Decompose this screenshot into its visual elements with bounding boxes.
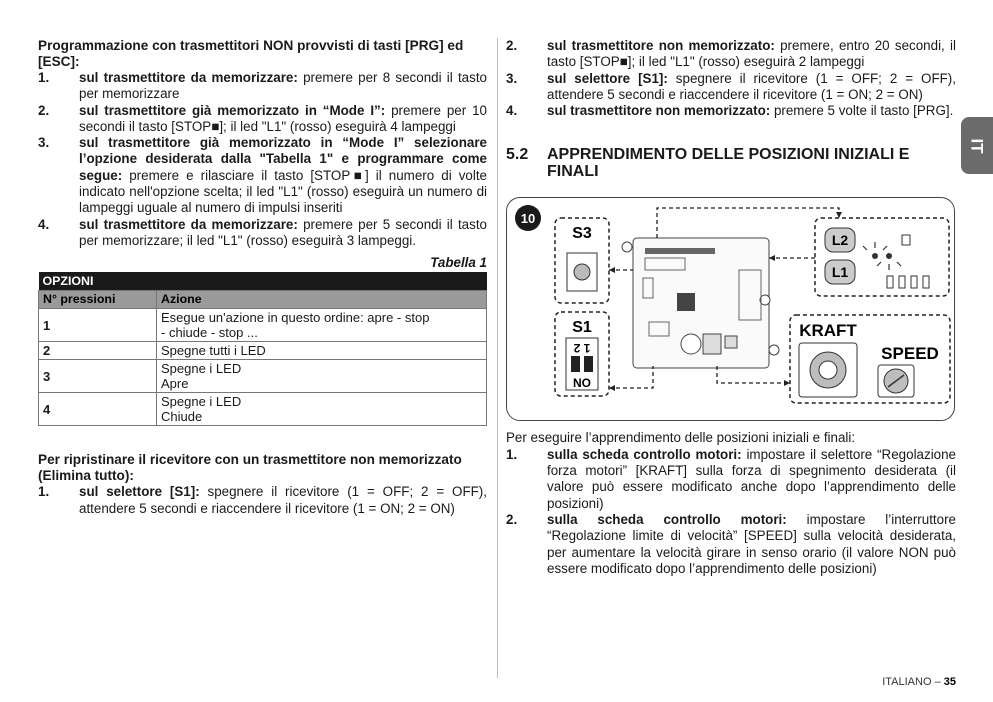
label-l2: L2 <box>831 232 849 249</box>
list-item <box>506 38 956 71</box>
step-text: sul trasmettitore già memorizzato in “Mode I”: premere per 10 secondi il tasto [STOP■]; il led "L1" (rosso) eseguirà 4 lampeggi <box>79 102 487 134</box>
step-number: 1. <box>506 446 518 462</box>
list-item <box>506 512 956 577</box>
step-number: 4. <box>38 216 50 232</box>
label-speed: SPEED <box>881 344 939 364</box>
table-caption: Tabella 1 <box>430 255 487 271</box>
section-title: APPRENDIMENTO DELLE POSIZIONI INIZIALI E FINALI <box>547 146 910 181</box>
list-item <box>506 447 956 512</box>
table-row <box>39 342 487 360</box>
list-item <box>38 135 487 216</box>
list-item <box>506 71 956 104</box>
language-tab: IT <box>961 117 993 174</box>
step-number: 2. <box>506 511 518 527</box>
footer-lang: ITALIANO – <box>882 676 944 688</box>
label-s3: S3 <box>572 225 592 243</box>
label-s1: S1 <box>572 319 592 337</box>
steps-programming <box>38 70 487 249</box>
column-divider <box>497 38 498 678</box>
label-s1-nums: 1 2 <box>573 341 591 356</box>
steps-learning <box>506 447 956 577</box>
step-number: 3. <box>506 70 518 86</box>
table-row <box>39 360 487 393</box>
cell-presses: 4 <box>39 393 157 426</box>
list-item <box>38 70 487 103</box>
label-s1-no: NO <box>573 376 591 391</box>
step-text: sulla scheda controllo motori: impostare il selettore “Regolazione forza motori” [KRAFT] sulla forza di spegnimento desiderata (il valore può essere modificato anche dopo l’apprendimento delle posizioni) <box>547 446 957 511</box>
step-number: 4. <box>506 103 518 119</box>
left-column <box>38 38 487 517</box>
step-text: sul selettore [S1]: spegnere il ricevitore (1 = OFF; 2 = OFF), attendere 5 secondi e riaccendere il ricevitore (1 = ON; 2 = ON) <box>79 484 487 516</box>
step-text: sul trasmettitore già memorizzato in “Mode I” selezionare l’opzione desiderata dalla "Tabella 1" e programmare come segue: premere e rilasciare il tasto [STOP■] il numero di volte indicato nell'opzione scelta; il led "L1" (rosso) eseguirà un numero di lampeggi uguale al numero di impulsi inseriti <box>79 135 487 216</box>
list-item <box>38 217 487 250</box>
page-footer <box>882 676 956 688</box>
col-header-presses: N° pressioni <box>39 291 157 309</box>
step-text: sul trasmettitore non memorizzato: premere 5 volte il tasto [PRG]. <box>547 103 954 119</box>
page-number: 35 <box>943 676 956 688</box>
steps-continued <box>506 38 956 119</box>
step-text: sul trasmettitore non memorizzato: premere, entro 20 secondi, il tasto [STOP■]; il led "L1" (rosso) eseguirà 2 lampeggi <box>547 38 956 70</box>
step-number: 2. <box>38 102 50 118</box>
section-heading <box>506 146 956 180</box>
step-text: sul trasmettitore da memorizzare: premere per 8 secondi il tasto per memorizzare <box>79 70 487 102</box>
step-number: 1. <box>38 70 50 85</box>
col-header-action: Azione <box>157 291 487 309</box>
figure-10 <box>506 197 955 421</box>
step-text: sulla scheda controllo motori: impostare l’interruttore “Regolazione limite di velocità” [SPEED] sulla velocità desiderata, per aumentare la velocità girare in senso orario (il valore NON può essere modificato dopo l’apprendimento delle posizioni) <box>547 511 957 576</box>
heading-programming: Programmazione con trasmettitori NON provvisti di tasti [PRG] ed [ESC]: <box>38 38 464 69</box>
cell-action: Spegne i LED Chiude <box>157 393 487 426</box>
label-l1: L1 <box>831 264 849 281</box>
step-text: sul trasmettitore da memorizzare: premere per 5 secondi il tasto per memorizzare; il led "L1" (rosso) eseguirà 3 lampeggi. <box>79 216 487 248</box>
table-title: OPZIONI <box>39 272 487 291</box>
step-text: sul selettore [S1]: spegnere il ricevitore (1 = OFF; 2 = OFF), attendere 5 secondi e riaccendere il ricevitore (1 = ON; 2 = ON) <box>547 70 956 102</box>
list-item <box>506 103 956 119</box>
step-number: 2. <box>506 38 518 53</box>
cell-action: Spegne i LED Apre <box>157 360 487 393</box>
table-row <box>39 309 487 342</box>
cell-action: Esegue un'azione in questo ordine: apre - stop - chiude - stop ... <box>157 309 487 342</box>
right-column <box>506 38 956 577</box>
cell-presses: 2 <box>39 342 157 360</box>
table-row <box>39 393 487 426</box>
label-kraft: KRAFT <box>799 321 857 341</box>
cell-presses: 3 <box>39 360 157 393</box>
list-item <box>38 103 487 136</box>
cell-action: Spegne tutti i LED <box>157 342 487 360</box>
step-number: 3. <box>38 135 50 151</box>
heading-reset: Per ripristinare il ricevitore con un trasmettitore non memorizzato (Elimina tutto): <box>38 452 462 484</box>
list-item <box>38 484 487 517</box>
cell-presses: 1 <box>39 309 157 342</box>
options-table <box>38 272 487 426</box>
section-number: 5.2 <box>506 146 529 164</box>
step-number: 1. <box>38 484 50 500</box>
figure-number: 10 <box>520 211 536 227</box>
steps-reset <box>38 484 487 517</box>
board-diagram <box>507 198 956 422</box>
intro-text: Per eseguire l’apprendimento delle posizioni iniziali e finali: <box>506 430 856 446</box>
